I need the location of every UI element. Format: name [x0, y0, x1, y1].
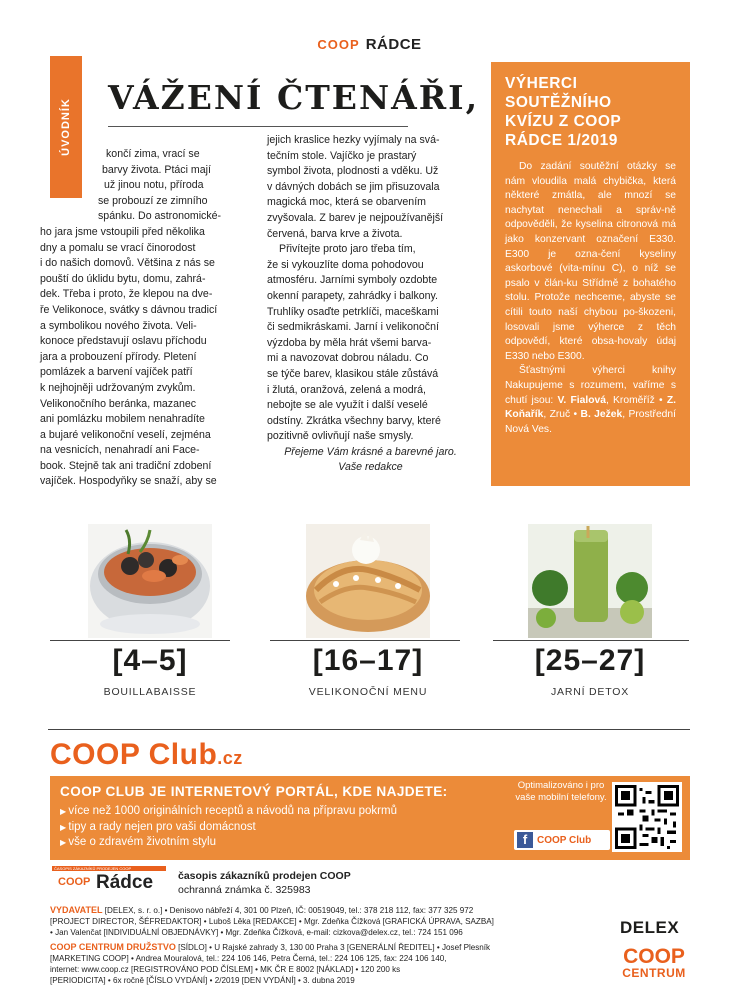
winner-name: Z. Koňařík [505, 394, 676, 421]
editorial-line: odstíny. Zkrátka všechny barvy, které [267, 414, 441, 427]
magazine-title: RÁDCE [365, 36, 422, 53]
qr-code-icon[interactable] [612, 782, 682, 852]
coop-centrum-line: [PERIODICITA] • 6x ročně [ČÍSLO VYDÁNÍ] • 2/2019 [DEN VYDÁNÍ] • 3. dubna 2019 [50, 976, 355, 986]
editorial-line: k nejhojněji udržovaným zvykům. [40, 381, 196, 394]
editorial-line: barvy života. Ptáci mají [102, 163, 211, 176]
editorial-line: červená, barva krve a života. [267, 227, 403, 240]
editorial-line: či sedmikráskami. Jarní i velikonoční [267, 321, 439, 334]
club-headline: COOP CLUB JE INTERNETOVÝ PORTÁL, KDE NAJDETE: [60, 784, 448, 799]
editorial-line: symbol života, plodnosti a vděku. Už [267, 165, 439, 178]
delex-logo: DELEX [620, 918, 680, 937]
editorial-line: Přivítejte proto jaro třeba tím, [279, 243, 416, 256]
editorial-line: spánku. Do astronomické- [98, 210, 222, 223]
editorial-line: ře Velikonoce, svátky s dávnou tradicí [40, 303, 218, 316]
winners-title [505, 74, 676, 150]
section-divider [48, 729, 690, 730]
coop-centrum-block [50, 942, 610, 987]
logo-coop: COOP [58, 876, 91, 888]
teaser-rule [493, 640, 689, 641]
winners-title-line: VÝHERCI [505, 75, 578, 92]
editorial-title: VÁŽENÍ ČTENÁŘI, [108, 78, 480, 117]
editorial-line: tečním stole. Vajíčko je prastarý [267, 149, 417, 162]
editorial-signoff: Přejeme Vám krásné a barevné jaro. [284, 445, 457, 458]
winners-box [491, 62, 690, 486]
publisher-label: VYDAVATEL [50, 905, 103, 915]
coop-centrum-line: [SÍDLO] • U Rajské zahrady 3, 130 00 Praha 3 [GENERÁLNÍ ŘEDITEL] • Josef Plesník [178, 942, 491, 952]
winners-explanation: Do zadání soutěžní otázky se nám vloudila malá chybička, která některé zmátla, ale mnozí se nachytat nenechali a správ-ně odpověděli, že kyselina citronová má jako konzervant označení E330. E300 je ozna-čení kyseliny askorbové (vita-mínu C), o níž se psalo v člán-ku Střídmě z bohatého stolu. Protože nechceme, abyste se cítili touto naší chybou po-škozeni, losovali jsme výherce z těch odpovědí, které obsa-hovaly údaj E330 nebo E300. [505, 161, 676, 362]
coop-radce-logo [52, 866, 166, 898]
editorial-line: už jinou notu, příroda [104, 179, 204, 192]
editorial-line: jara a probouzení přírody. Pletení [40, 350, 197, 363]
editorial-line: končí zima, vrací se [106, 148, 200, 160]
editorial-line: na vesnicích, nenahradí ani Face- [40, 444, 200, 457]
easter-bread-photo[interactable] [306, 524, 430, 638]
editorial-line: ho jara jsme vstoupili před několika [40, 225, 205, 238]
editorial-line: pouští do úklidu bytu, domu, zahrá- [40, 272, 206, 285]
coop-logo: COOP [317, 37, 360, 52]
editorial-line: nebojte se ale využít i další veselé [267, 399, 428, 412]
editorial-line: okenní parapety, zahrádky i balkony. [267, 289, 438, 302]
club-feature: ▶ vše o zdravém životním stylu [60, 835, 397, 851]
publisher-line: • Jan Valenčat [INDIVIDUÁLNÍ OBJEDNÁVKY] • Mgr. Zdeňka Čížková, e-mail: cizkova@delex.cz, tel.: 724 151 096 [50, 928, 463, 938]
winner-place: , Prostřední Nová Ves. [505, 409, 676, 435]
editorial-line: magická moc, která se obarvením [267, 196, 426, 209]
magazine-info [178, 869, 351, 897]
publisher-line: [DELEX, s. r. o.] • Denisovo nábřeží 4, 301 00 Plzeň, IČ: 00519049, tel.: 378 218 112, fax: 377 325 972 [104, 906, 474, 915]
green-smoothie-photo[interactable] [528, 524, 652, 638]
teaser-label: BOUILLABAISSE [103, 686, 197, 698]
editorial-line: se probouzí ze zimního [98, 194, 208, 207]
club-feature: ▶ více než 1000 originálních receptů a návodů na přípravu pokrmů [60, 804, 397, 820]
centrum-logo-line: CENTRUM [622, 966, 686, 980]
publisher-block [50, 905, 610, 939]
winners-list [505, 364, 676, 437]
winners-title-line: KVÍZU Z COOP [505, 113, 622, 130]
publisher-line: [PROJECT DIRECTOR, ŠÉFREDAKTOR] • Luboš Lěka [REDAKCE] • Mgr. Zdeňka Čížková [GRAFICKÁ ÚPRAVA, SAZBA] [50, 917, 494, 927]
trademark-note: ochranná známka č. 325983 [178, 884, 311, 896]
editorial-line: jejich kraslice hezky vyjímaly na svá- [267, 134, 440, 146]
winner-name: V. Fialová [557, 394, 606, 406]
teaser-pages[interactable]: [25–27] [534, 644, 646, 677]
winner-name: B. Ježek [580, 409, 623, 421]
club-feature: ▶ tipy a rady nejen pro vaši domácnost [60, 820, 397, 836]
coop-centrum-line: internet: www.coop.cz [REGISTROVÁNO POD ČÍSLEM] • MK ČR E 8002 [NÁKLAD] • 120 200 ks [50, 965, 401, 975]
winner-place: , Zruč • [543, 409, 581, 421]
editorial-line: Velikonočního beránka, mazanec [40, 397, 197, 410]
logo-tagline: ČASOPIS ZÁKAZNÍKŮ PRODEJEN COOP [54, 866, 132, 871]
editorial-line: a bujaré velikonoční veselí, zejména [40, 428, 211, 441]
editorial-line: dny a pomalu se vrací činorodost [40, 241, 196, 254]
club-feature-list [60, 804, 397, 851]
editorial-line: pomlázek a barvení vajíček patří [40, 366, 193, 379]
editorial-line: ani pomlázku mobilem nenahradíte [40, 413, 205, 426]
editorial-line: dek. Třeba i proto, že klepou na dve- [40, 288, 213, 301]
centrum-logo-line: COOP [623, 945, 685, 968]
facebook-label: COOP Club [537, 834, 592, 846]
logo-radce: Rádce [96, 872, 154, 893]
coop-club-banner [50, 776, 690, 860]
winners-title-line: SOUTĚŽNÍHO [505, 94, 612, 111]
editorial-line: zvyšovala. Z barev je nejpoužívanější [267, 211, 444, 224]
teaser-pages[interactable]: [4–5] [112, 644, 188, 677]
editorial-line: že si vykouzlíte doma pohodovou [267, 258, 424, 271]
editorial-line: konoce představují oslavu příchodu [40, 335, 207, 348]
teaser-rule [270, 640, 460, 641]
editorial-column-1 [40, 147, 246, 490]
teaser-label: JARNÍ DETOX [550, 686, 630, 698]
club-logo-suffix: .cz [217, 748, 243, 768]
coop-club-logo[interactable] [50, 738, 243, 772]
teaser-pages[interactable]: [16–17] [312, 644, 424, 677]
winners-title-line: RÁDCE 1/2019 [505, 132, 618, 149]
facebook-icon: f [517, 832, 533, 848]
editorial-line: mi a navozovat dobrou náladu. Co [267, 352, 429, 365]
mobile-note: Optimalizováno i pro vaše mobilní telefony. [515, 780, 607, 803]
winners-text [505, 160, 676, 437]
editorial-line: Truhlíky osaďte petrklíči, maceškami [267, 305, 439, 318]
title-rule [108, 126, 408, 127]
editorial-line: se týče barev, klasikou stále zůstává [267, 367, 439, 380]
teaser-label: VELIKONOČNÍ MENU [308, 686, 428, 698]
bouillabaisse-photo[interactable] [88, 524, 212, 638]
winner-place: , Kroměříž • [605, 394, 667, 406]
club-logo-text: COOP Club [50, 738, 218, 771]
editorial-line: vajíček. Hospodyňky se snaží, aby se [40, 475, 217, 488]
editorial-line: v dávných dobách se jim přisuzovala [267, 180, 440, 193]
section-tag: ÚVODNÍK [60, 98, 72, 156]
editorial-line: atmosféru. Jarními symboly ozdobte [267, 274, 438, 287]
magazine-subtitle: časopis zákazníků prodejen COOP [178, 870, 351, 882]
editorial-line: a symbolikou nového života. Veli- [40, 319, 197, 332]
editorial-column-2 [267, 133, 474, 476]
editorial-line: i do našich domovů. Většina z nás se [40, 257, 215, 270]
winners-lead: Šťastnými výherci knihy Nakupujeme s rozumem, vaříme s chutí jsou: [505, 365, 676, 406]
imprint [50, 905, 610, 986]
teaser-rule [50, 640, 230, 641]
editorial-line: book. Stejně tak ani tradiční zdobení [40, 459, 212, 472]
editorial-line: pozitivně ovlivňují naše smysly. [267, 430, 414, 443]
editorial-line: výzdoba by měla hrát všemi barva- [267, 336, 432, 349]
coop-centrum-line: [MARKETING COOP] • Andrea Mouralová, tel.: 224 106 146, Petra Černá, tel.: 224 106 125, fax: 224 106 140, [50, 953, 447, 963]
facebook-button[interactable] [514, 830, 610, 850]
masthead [0, 36, 739, 53]
coop-centrum-label: COOP CENTRUM DRUŽSTVO [50, 941, 176, 952]
editorial-line: i žlutá, oranžová, zelená a modrá, [267, 383, 426, 396]
coop-centrum-logo [618, 946, 690, 979]
editorial-signature: Vaše redakce [338, 461, 403, 474]
